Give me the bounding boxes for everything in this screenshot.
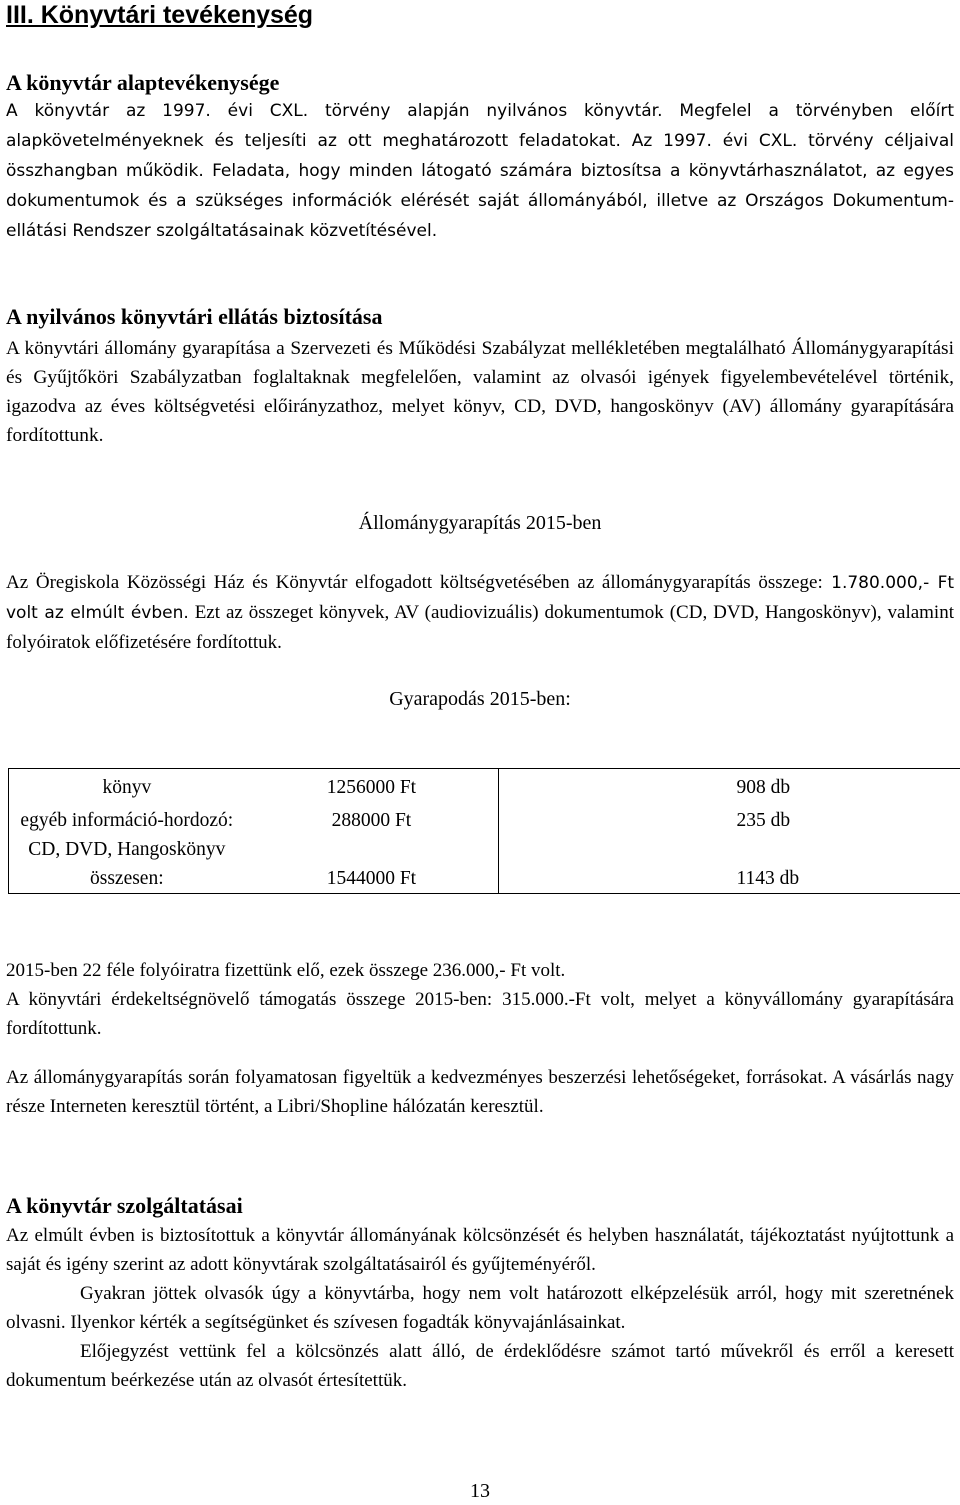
page-number: 13	[470, 1480, 490, 1502]
basic-activity-paragraph	[6, 96, 954, 246]
section-heading-basic-activity: A könyvtár alaptevékenysége	[6, 70, 280, 95]
budget-text-part3: Ezt az összeget könyvek, AV (audiovizuális) dokumentumok (CD, DVD, Hangoskönyv), valamint folyóiratok előfizetésére fordítottuk.	[6, 602, 954, 653]
section-public-service	[6, 304, 954, 450]
budget-text-part2: 1.780.000,- Ft volt az elmúlt évben.	[6, 573, 955, 623]
table-cell-item: összesen:	[9, 864, 245, 894]
table-cell-item: egyéb információ-hordozó: CD, DVD, Hangoskönyv	[9, 802, 245, 864]
table-row	[9, 769, 960, 803]
acquisition-table	[8, 768, 960, 894]
section-services	[6, 1193, 954, 1395]
section-heading-services: A könyvtár szolgáltatásai	[6, 1193, 243, 1218]
support-paragraph: A könyvtári érdekeltségnövelő támogatás összege 2015-ben: 315.000.-Ft volt, melyet a könyvállomány gyarapítására fordítottunk.	[6, 989, 954, 1039]
section-basic-activity	[6, 70, 954, 246]
table-cell-count: 1143 db	[736, 864, 960, 894]
table-cell-count: 235 db	[736, 802, 960, 864]
table-title: Gyarapodás 2015-ben:	[389, 688, 571, 710]
services-paragraph-3: Előjegyzést vettünk fel a kölcsönzés alatt álló, de érdeklődésre számot tartó művekről és erről a keresett dokumentum beérkezése után az olvasót értesítettük.	[6, 1341, 954, 1391]
budget-text-part1: Az Öregiskola Közösségi Ház és Könyvtár elfogadott költségvetésében az állománygyarapítás összege:	[6, 572, 823, 593]
table-cell-amount: 1544000 Ft	[245, 864, 499, 894]
chapter-title: III. Könyvtári tevékenység	[6, 1, 314, 29]
section-heading-public-service: A nyilvános könyvtári ellátás biztosítása	[6, 304, 383, 329]
table-cell-spacer	[499, 769, 737, 803]
table-row	[9, 802, 960, 864]
sourcing-paragraph: Az állománygyarapítás során folyamatosan figyeltük a kedvezményes beszerzési lehetőségeket, forrásokat. A vásárlás nagy része Interneten keresztül történt, a Libri/Shopline hálózatán keresztül.	[6, 1067, 954, 1117]
budget-paragraph	[6, 568, 954, 657]
services-paragraph-2: Gyakran jöttek olvasók úgy a könyvtárba, hogy nem volt határozott elképzelésük arról, hogy mit szeretnének olvasni. Ilyenkor kérték a segítségünket és szívesen fogadták könyvajánlásainkat.	[6, 1283, 954, 1333]
public-service-paragraph: A könyvtári állomány gyarapítása a Szervezeti és Működési Szabályzat mellékletében megtalálható Állománygyarapítási és Gyűjtőköri Szabályzatban foglaltaknak megfelelően, valamint az olvasói igények figyelembevételével történik, igazodva az éves költségvetési előirányzathoz, melyet könyv, CD, DVD, hangoskönyv (AV) állomány gyarapítására fordítottunk.	[6, 338, 954, 446]
basic-activity-text-part2: Feladata, hogy minden látogató számára biztosítsa a könyvtárhasználatot, az egyes dokumentumok és a szükséges információk elérését saját állományából, illetve az Országos Dokumentum-ellátási Rendszer szolgáltatásainak közvetítésével.	[6, 161, 955, 241]
periodicals-paragraph: 2015-ben 22 féle folyóiratra fizettünk elő, ezek összege 236.000,- Ft volt.	[6, 960, 566, 981]
services-paragraph-1: Az elmúlt évben is biztosítottuk a könyvtár állományának kölcsönzését és helyben használatát, tájékoztatást nyújtottunk a saját és igény szerint az adott könyvtárak szolgáltatásairól és gyűjteményéről.	[6, 1225, 954, 1275]
table-cell-amount: 288000 Ft	[331, 810, 412, 831]
table-row	[9, 864, 960, 894]
acquisition-details	[6, 956, 954, 1121]
budget-paragraph-block	[6, 568, 954, 657]
table-cell-count: 908 db	[736, 769, 960, 803]
table-cell-item: könyv	[9, 769, 245, 803]
table-cell-spacer	[499, 864, 737, 894]
table-cell-amount: 1256000 Ft	[245, 769, 499, 803]
acquisition-subtitle: Állománygyarapítás 2015-ben	[358, 512, 602, 534]
basic-activity-text-part1: A könyvtár az 1997. évi CXL. törvény alapján nyilvános könyvtár. Megfelel a törvényben előírt alapkövetelményeknek és teljesíti az ott meghatározott feladatokat. Az 1997. évi CXL. törvény céljaival összhangban működik.	[6, 101, 954, 181]
table-cell-spacer	[499, 802, 737, 864]
